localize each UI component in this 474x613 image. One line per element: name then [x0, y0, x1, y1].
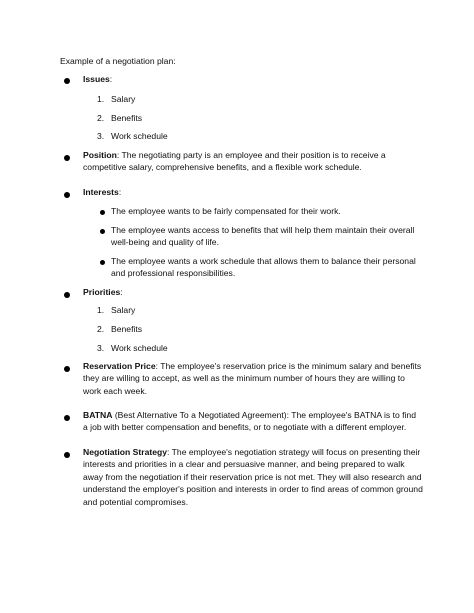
issues-item-2: Benefits	[111, 113, 143, 123]
issues-heading	[83, 73, 423, 85]
priorities-num-3: 3.	[97, 343, 105, 353]
position-paragraph	[83, 149, 423, 174]
sub-bullet-icon	[100, 260, 105, 265]
issues-label: Issues	[83, 74, 110, 84]
bullet-icon	[64, 415, 70, 421]
priorities-colon: :	[120, 287, 123, 297]
batna-paragraph	[83, 409, 423, 434]
interests-heading	[83, 186, 423, 198]
issues-item-3: Work schedule	[111, 131, 168, 141]
issues-num-1: 1.	[97, 94, 105, 104]
priorities-item-1: Salary	[111, 305, 136, 315]
bullet-icon	[64, 452, 70, 458]
issues-num-2: 2.	[97, 113, 105, 123]
interests-label: Interests	[83, 187, 119, 197]
interests-item-3: The employee wants a work schedule that allows them to balance their personal and professional responsibilities.	[111, 256, 416, 279]
bullet-icon	[64, 292, 70, 298]
intro-line: Example of a negotiation plan:	[60, 56, 176, 66]
bullet-icon	[64, 192, 70, 198]
position-text: : The negotiating party is an employee and their position is to receive a competitive salary, comprehensive benefits, and a flexible work schedule.	[83, 150, 386, 173]
batna-label: BATNA	[83, 410, 113, 420]
bullet-icon	[64, 78, 70, 84]
interests-item-1: The employee wants to be fairly compensated for their work.	[111, 206, 341, 216]
interests-colon: :	[118, 187, 122, 197]
batna-text: (Best Alternative To a Negotiated Agreement): The employee's BATNA is to find a job with better compensation and benefits, or to negotiate with a different employer.	[83, 410, 416, 433]
strategy-text: : The employee's negotiation strategy will focus on presenting their interests and priorities in a clear and persuasive manner, and being prepared to walk away from the negotiation if their reservation price is not met. They will also research and understand the employer's position and interests in order to find areas of common ground and potential compromises.	[83, 447, 423, 507]
priorities-num-1: 1.	[97, 305, 105, 315]
priorities-heading	[83, 286, 423, 298]
reservation-paragraph	[83, 360, 423, 397]
reservation-text: : The employee's reservation price is the minimum salary and benefits they are willing to accept, as well as the minimum number of hours they are willing to work each week.	[83, 361, 422, 396]
strategy-label: Negotiation Strategy	[83, 447, 168, 457]
position-label: Position	[83, 150, 117, 160]
priorities-item-2: Benefits	[111, 324, 143, 334]
priorities-label: Priorities	[83, 287, 121, 297]
issues-item-1: Salary	[111, 94, 136, 104]
reservation-label: Reservation Price	[83, 361, 156, 371]
issues-colon: :	[109, 74, 113, 84]
sub-bullet-icon	[100, 210, 105, 215]
bullet-icon	[64, 155, 70, 161]
strategy-paragraph	[83, 446, 423, 508]
priorities-item-3: Work schedule	[111, 343, 168, 353]
bullet-icon	[64, 366, 70, 372]
issues-num-3: 3.	[97, 131, 105, 141]
interests-item-2: The employee wants access to benefits that will help them maintain their overall well-being and quality of life.	[111, 225, 415, 248]
priorities-num-2: 2.	[97, 324, 105, 334]
sub-bullet-icon	[100, 229, 105, 234]
